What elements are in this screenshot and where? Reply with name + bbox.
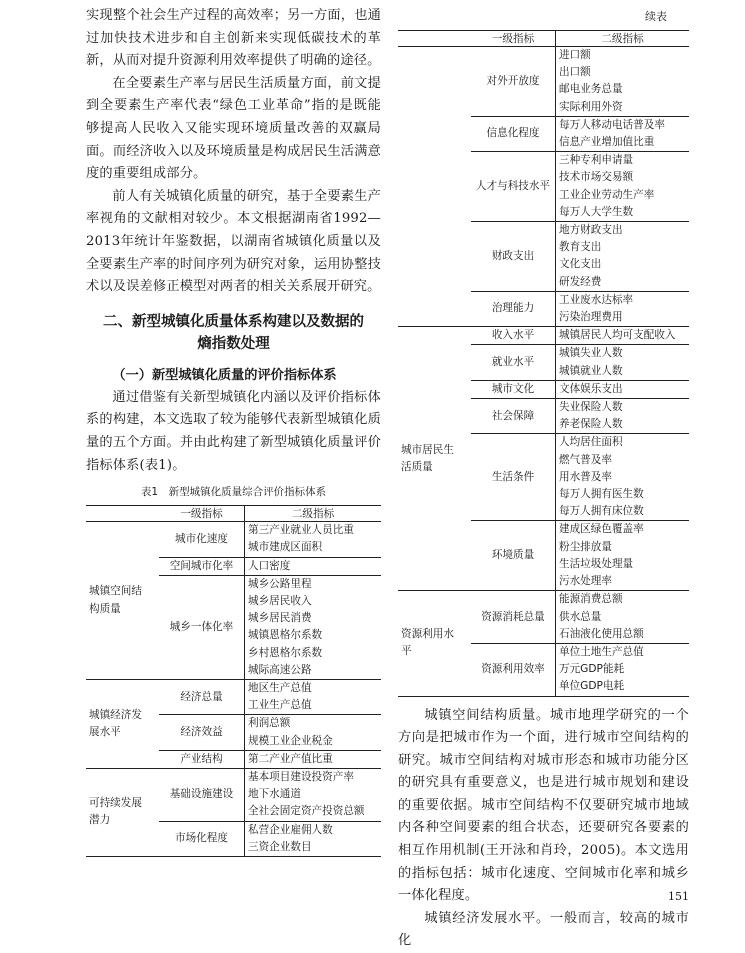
level2-item: 养老保险人数 — [559, 418, 623, 431]
level2-cell — [245, 750, 382, 768]
level2-item: 地区生产总值 — [248, 681, 312, 694]
subsection-title: （一）新型城镇化质量的评价指标体系 — [112, 367, 337, 383]
level2-item: 文化支出 — [559, 258, 602, 271]
level0-cell — [86, 522, 159, 680]
level2-item: 每万人拥有医生数 — [559, 488, 644, 501]
paragraph-1: 实现整个社会生产过程的高效率；另一方面，也通过加快技术进步和自主创新来实现低碳技术的革新，从而对提升资源利用效率提供了明确的途径。 — [86, 8, 381, 69]
level2-cell — [556, 521, 690, 591]
level2-cell — [245, 679, 382, 714]
level0-label: 潜力 — [89, 814, 111, 827]
level1-cell: 对外开放度 — [471, 47, 556, 117]
level1-cell: 生活条件 — [471, 434, 556, 521]
level2-item: 技术市场交易额 — [559, 171, 634, 184]
level2-item: 每万人拥有床位数 — [559, 505, 644, 518]
level0-label: 活质量 — [401, 460, 433, 473]
level2-item: 工业企业劳动生产率 — [559, 188, 655, 201]
level2-cell — [556, 327, 690, 345]
level2-item: 利润总额 — [248, 717, 291, 730]
section-title — [86, 311, 381, 355]
level2-item: 粉尘排放量 — [559, 540, 612, 553]
paragraph-5: 城镇空间结构质量。城市地理学研究的一个方向是把城市作为一个面，进行城市空间结构的研究。城市空间结构对城市形态和城市功能分区的研究具有重要意义，也是进行城市规划和建设的重要依据。城市空间结构不仅要研究城市地域内各种空间要素的组合状态，还要研究各要素的相互作用机制(王开泳和肖玲，2005)。本文选用的指标包括：城市化速度、空间城市化率和城乡一体化程度。 — [398, 707, 689, 904]
paragraph-6: 城镇经济发展水平。一般而言，较高的城市化 — [398, 910, 689, 949]
level2-item: 地下水通道 — [248, 788, 301, 801]
level2-item: 乡村恩格尔系数 — [248, 646, 323, 659]
level1-cell: 收入水平 — [471, 327, 556, 345]
level1-cell: 就业水平 — [471, 345, 556, 380]
level2-item: 教育支出 — [559, 241, 602, 254]
section-title-line-1: 二、新型城镇化质量体系构建以及数据的 — [103, 313, 364, 330]
level0-label: 平 — [401, 645, 412, 658]
level2-item: 污水处理率 — [559, 575, 612, 588]
table-caption: 表1 新型城镇化质量综合评价指标体系 — [140, 486, 327, 499]
level2-item: 研发经费 — [559, 275, 602, 288]
level1-cell: 城市化速度 — [159, 522, 245, 557]
level2-item: 万元GDP能耗 — [559, 663, 625, 676]
level2-item: 出口额 — [559, 66, 591, 79]
header-level2: 二级指标 — [556, 31, 690, 47]
level0-label: 城镇空间结 — [89, 585, 142, 598]
level0-label: 资源利用水 — [401, 628, 454, 641]
level2-item: 能源消费总额 — [559, 593, 623, 606]
level2-cell — [556, 643, 690, 696]
level1-cell: 空间城市化率 — [159, 557, 245, 575]
level2-item: 每万人大学生数 — [559, 205, 634, 218]
level1-cell: 人才与科技水平 — [471, 152, 556, 222]
level2-item: 污染治理费用 — [559, 311, 623, 324]
level2-item: 文体娱乐支出 — [559, 382, 623, 395]
table-row — [86, 768, 381, 821]
level2-item: 第二产业产值比重 — [248, 752, 333, 765]
paragraph-2: 在全要素生产率与居民生活质量方面，前文提到全要素生产率代表“绿色工业革命”指的是既能够提高人民收入又能实现环境质量改善的双赢局面。而经济收入以及环境质量是构成居民生活满意度的重要组成部分。 — [86, 75, 381, 182]
level2-cell — [556, 152, 690, 222]
level0-label: 展水平 — [89, 725, 121, 738]
level2-item: 三资企业数目 — [248, 840, 312, 853]
level2-item: 城镇居民人均可支配收入 — [559, 329, 676, 342]
level0-label: 可持续发展 — [89, 797, 142, 810]
table-row — [86, 679, 381, 714]
level2-cell — [556, 591, 690, 644]
level1-cell: 资源消耗总量 — [471, 591, 556, 644]
level2-item: 城市建成区面积 — [248, 541, 323, 554]
level2-item: 规模工业企业税金 — [248, 734, 333, 747]
level2-item: 信息产业增加值比重 — [559, 136, 655, 149]
level2-item: 城乡居民消费 — [248, 612, 312, 625]
continued-label: 续表 — [645, 10, 667, 23]
level2-item: 工业生产总值 — [248, 699, 312, 712]
level1-cell: 城乡一体化率 — [159, 575, 245, 679]
level1-cell: 财政支出 — [471, 222, 556, 292]
level2-item: 基本项目建设投资产率 — [248, 770, 354, 783]
level2-item: 实际利用外资 — [559, 100, 623, 113]
level2-item: 供水总量 — [559, 610, 602, 623]
level2-cell — [556, 291, 690, 326]
header-level2: 二级指标 — [245, 506, 382, 522]
level2-item: 城乡公路里程 — [248, 577, 312, 590]
level1-cell: 基础设施建设 — [159, 768, 245, 821]
table-row — [398, 47, 689, 117]
level2-item: 三种专利申请量 — [559, 154, 634, 167]
level0-cell — [398, 47, 471, 327]
level0-label: 城镇经济发 — [89, 708, 142, 721]
paragraph-4: 通过借鉴有关新型城镇化内涵以及评价指标体系的构建，本文选取了较为能够代表新型城镇化质量的五个方面。并由此构建了新型城镇化质量评价指标体系(表1)。 — [86, 389, 381, 473]
level2-cell — [556, 47, 690, 117]
table-row — [398, 327, 689, 345]
level0-cell — [86, 768, 159, 856]
level1-cell: 资源利用效率 — [471, 643, 556, 696]
level1-cell: 经济总量 — [159, 679, 245, 714]
level2-item: 进口额 — [559, 49, 591, 61]
level2-cell — [245, 768, 382, 821]
level0-cell — [398, 327, 471, 591]
section-title-line-2: 熵指数处理 — [197, 335, 270, 352]
left-column — [86, 0, 381, 857]
level2-cell — [556, 434, 690, 521]
level2-item: 人均居住面积 — [559, 436, 623, 449]
level2-item: 燃气普及率 — [559, 453, 612, 466]
level2-item: 生活垃圾处理量 — [559, 557, 634, 570]
level2-cell — [556, 116, 690, 151]
level2-item: 地方财政支出 — [559, 224, 623, 237]
level2-item: 城镇恩格尔系数 — [248, 629, 323, 642]
header-level1: 一级指标 — [159, 506, 245, 522]
level2-cell — [245, 557, 382, 575]
paragraph-3: 前人有关城镇化质量的研究，基于全要素生产率视角的文献相对较少。本文根据湖南省1992—2013年统计年鉴数据，以湖南省城镇化质量以及全要素生产率的时间序列为研究对象，运用协整技术以及误差修正模型对两者的相关关系展开研究。 — [86, 188, 381, 295]
level2-item: 工业废水达标率 — [559, 293, 634, 306]
level2-item: 城际高速公路 — [248, 663, 312, 676]
level1-cell: 社会保障 — [471, 399, 556, 434]
level2-item: 单位GDP电耗 — [559, 680, 625, 693]
level2-cell — [556, 345, 690, 380]
level2-item: 单位土地生产总值 — [559, 645, 644, 658]
level0-cell — [398, 591, 471, 696]
level2-cell — [245, 575, 382, 679]
level2-item: 城镇失业人数 — [559, 347, 623, 360]
level2-item: 城镇就业人数 — [559, 364, 623, 377]
table-row — [398, 591, 689, 644]
indicator-table-part2 — [398, 30, 689, 697]
level2-item: 城乡居民收入 — [248, 594, 312, 607]
header-level1: 一级指标 — [471, 31, 556, 47]
level0-label: 城市居民生 — [401, 443, 454, 456]
table-row — [86, 522, 381, 557]
level2-item: 第三产业就业人员比重 — [248, 524, 354, 537]
level1-cell: 产业结构 — [159, 750, 245, 768]
level1-cell: 环境质量 — [471, 521, 556, 591]
level0-label: 构质量 — [89, 602, 121, 615]
level1-cell: 治理能力 — [471, 291, 556, 326]
level1-cell: 经济效益 — [159, 715, 245, 750]
level2-cell — [245, 821, 382, 856]
level2-cell — [245, 715, 382, 750]
level2-item: 建成区绿色覆盖率 — [559, 523, 644, 536]
level2-item: 私营企业雇佣人数 — [248, 823, 333, 836]
level2-item: 石油液化使用总额 — [559, 627, 644, 640]
level1-cell: 信息化程度 — [471, 116, 556, 151]
level2-item: 邮电业务总量 — [559, 83, 623, 96]
indicator-table-part1 — [86, 505, 381, 857]
level1-cell: 市场化程度 — [159, 821, 245, 856]
level2-cell — [556, 222, 690, 292]
level2-item: 人口密度 — [248, 559, 291, 572]
level2-cell — [556, 380, 690, 398]
level2-item: 用水普及率 — [559, 470, 612, 483]
level2-cell — [556, 399, 690, 434]
right-column — [398, 0, 689, 953]
level0-cell — [86, 679, 159, 768]
level1-cell: 城市文化 — [471, 380, 556, 398]
page-number: 151 — [668, 890, 689, 903]
level2-item: 失业保险人数 — [559, 401, 623, 414]
level2-item: 全社会固定资产投资总额 — [248, 805, 365, 818]
level2-item: 每万人移动电话普及率 — [559, 118, 665, 131]
level2-cell — [245, 522, 382, 557]
